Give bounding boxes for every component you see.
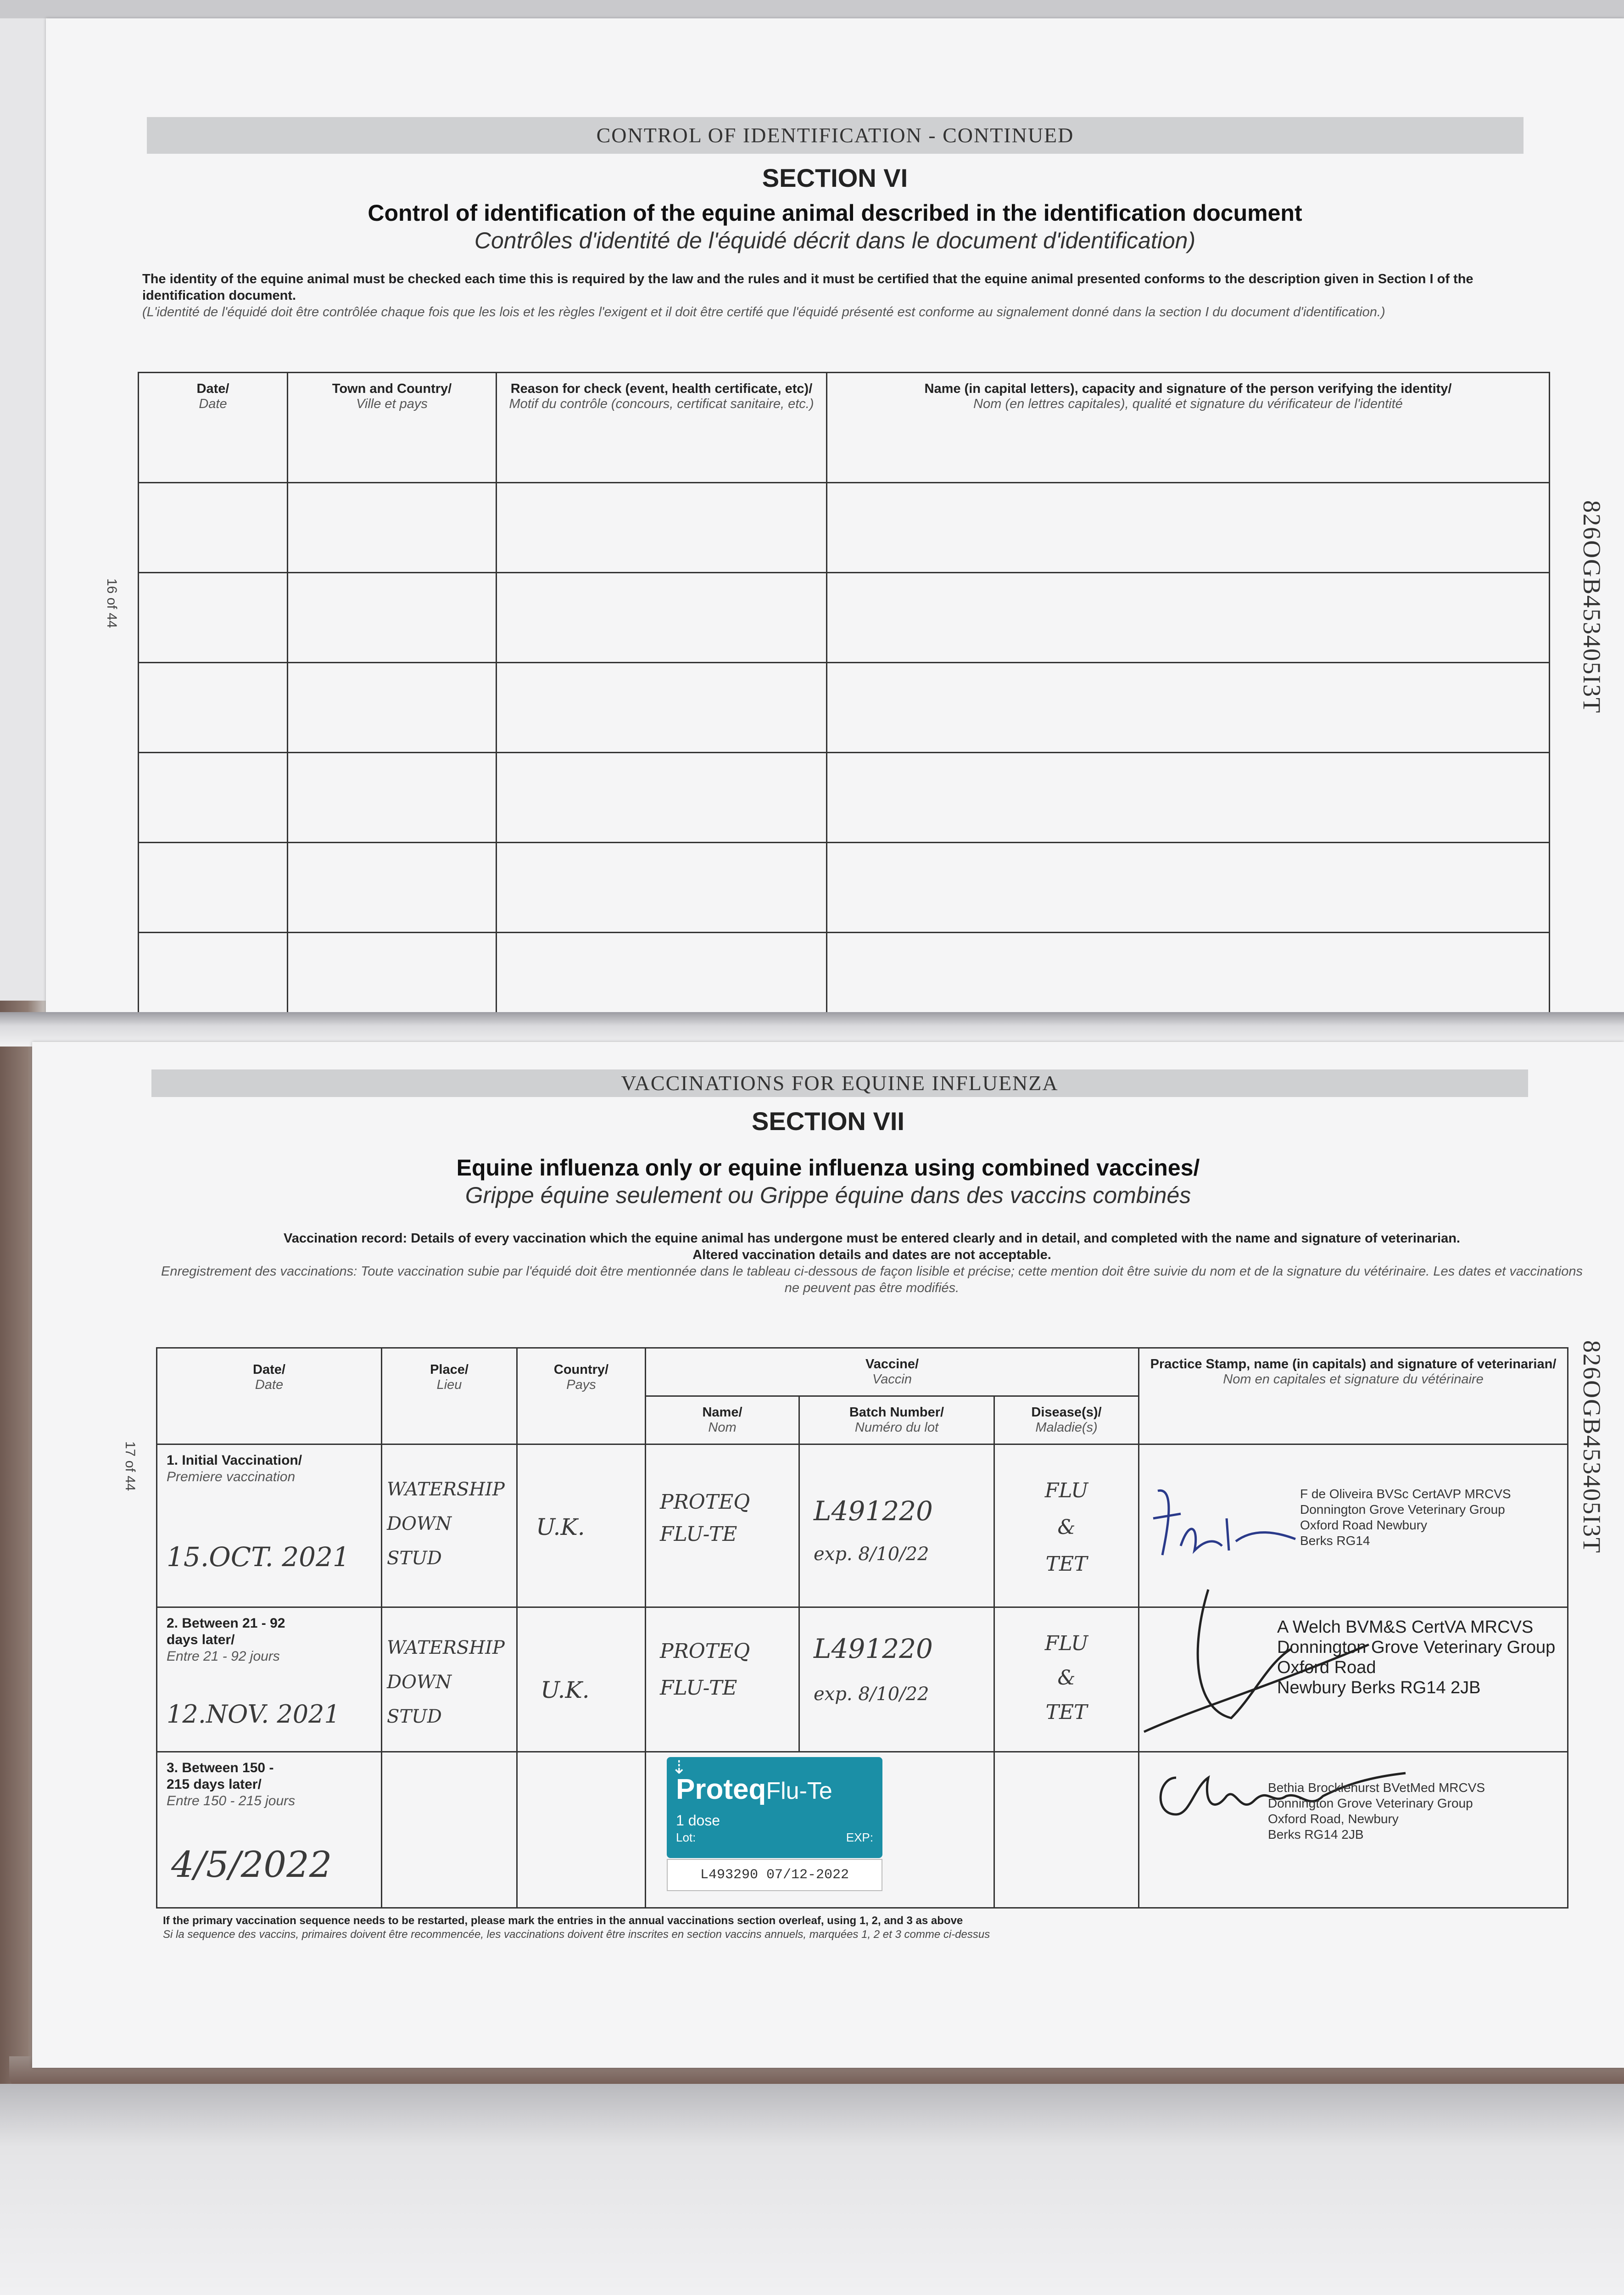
row2-place-2: DOWN [387, 1672, 452, 1693]
row3-stamp-3: Oxford Road, Newbury [1268, 1812, 1399, 1826]
vcol-country: Country/ Pays [517, 1348, 646, 1444]
row3-place-cell[interactable] [382, 1752, 517, 1908]
vaccination-header-row-1 [157, 1348, 1568, 1396]
proteq-sticker [667, 1757, 882, 1858]
row1-batch: L491220 [814, 1495, 933, 1527]
row3-label-fr: Entre 150 - 215 jours [167, 1793, 296, 1808]
vaccination-table [156, 1347, 1568, 1909]
row2-disease-1: FLU [1044, 1632, 1088, 1655]
row1-batch-cell[interactable] [799, 1444, 994, 1607]
row1-name-1: PROTEQ [660, 1490, 750, 1514]
document-id-bottom: 826OGB453405I3T [1578, 1340, 1606, 1554]
record-en-2: Altered vaccination details and dates are not acceptable. [692, 1248, 1051, 1262]
row1-batch-exp: exp. 8/10/22 [814, 1544, 929, 1565]
row2-name-1: PROTEQ [660, 1640, 750, 1663]
scan-top-edge [0, 0, 1624, 18]
row1-signature-icon [1149, 1463, 1300, 1573]
col-reason: Reason for check (event, health certificate, etc)/ Motif du contrôle (concours, certificat sanitaire, etc.) [497, 373, 827, 483]
sticker-dose: 1 dose [676, 1812, 720, 1829]
row2-disease-2: & [1057, 1666, 1076, 1690]
row2-label-fr: Entre 21 - 92 jours [167, 1649, 280, 1664]
footnote [163, 1914, 1540, 1942]
vcol-batch: Batch Number/ Numéro du lot [799, 1396, 994, 1444]
row1-disease-3: TET [1045, 1552, 1088, 1576]
row1-stamp-4: Berks RG14 [1300, 1534, 1370, 1548]
row3-label: 3. Between 150 - 215 days later/ [167, 1760, 274, 1792]
row2-place-3: STUD [387, 1706, 442, 1727]
row2-stamp-1: A Welch BVM&S CertVA MRCVS [1277, 1618, 1534, 1637]
document-id-top: 826OGB453405I3T [1578, 500, 1606, 714]
row1-stamp-2: Donnington Grove Veterinary Group [1300, 1502, 1505, 1517]
row2-place-cell[interactable] [382, 1607, 517, 1752]
row2-stamp-3: Oxford Road [1277, 1658, 1376, 1677]
page-number-17: 17 of 44 [123, 1441, 138, 1491]
row2-batch-exp: exp. 8/10/22 [814, 1684, 929, 1705]
row3-stamp-1: Bethia Brocklehurst BVetMed MRCVS [1268, 1780, 1485, 1795]
row1-vaccine-name-cell[interactable] [646, 1444, 799, 1607]
row2-stamp-4: Newbury Berks RG14 2JB [1277, 1678, 1481, 1697]
row3-country-cell[interactable] [517, 1752, 646, 1908]
row2-disease-3: TET [1045, 1701, 1088, 1724]
sticker-lot-value: L493290 07/12-2022 [667, 1859, 882, 1891]
section-vi-intro-fr: (L'identité de l'équidé doit être contrôlée chaque fois que les lois et les règles l'exigent et il doit être certifé que l'équidé présenté est conforme au signalement donné dans la section I du document d'identification.) [142, 305, 1385, 319]
row3-stamp-cell[interactable] [1139, 1752, 1568, 1908]
row3-disease-cell[interactable] [994, 1752, 1139, 1908]
vcol-date: Date/ Date [157, 1348, 382, 1444]
table-row [157, 1607, 1568, 1752]
sticker-brand: Proteq [676, 1774, 766, 1805]
section-vi-heading-fr: Contrôles d'identité de l'équidé décrit dans le document d'identification) [474, 228, 1196, 253]
row2-date: 12.NOV. 2021 [167, 1700, 340, 1729]
row3-vaccine-cell[interactable] [646, 1752, 994, 1908]
row3-stamp-2: Donnington Grove Veterinary Group [1268, 1796, 1473, 1810]
sticker-brand-suffix: Flu-Te [766, 1778, 832, 1804]
row1-stamp-3: Oxford Road Newbury [1300, 1518, 1428, 1532]
row2-batch: L491220 [814, 1633, 933, 1664]
footnote-en: If the primary vaccination sequence needs to be restarted, please mark the entries in the annual vaccinations section overleaf, using 1, 2, and 3 as above [163, 1914, 963, 1927]
vcol-stamp: Practice Stamp, name (in capitals) and signature of veterinarian/ Nom en capitales et signature du vétérinaire [1139, 1348, 1568, 1444]
footnote-fr: Si la sequence des vaccins, primaires doivent être recommencée, les vaccinations doivent être inscrites en section vaccins annuels, marquées 1, 2 et 3 comme ci-dessus [163, 1928, 990, 1941]
record-en: Vaccination record: Details of every vaccination which the equine animal has undergone must be entered clearly and in detail, and completed with the name and signature of veterinarian. [284, 1231, 1460, 1246]
page-number-16: 16 of 44 [104, 578, 119, 628]
row3-date: 4/5/2022 [171, 1844, 332, 1886]
col-date: Date/ Date [139, 373, 288, 483]
table-row [139, 753, 1550, 843]
row3-date-cell[interactable] [157, 1752, 382, 1908]
row2-stamp-cell[interactable] [1139, 1607, 1568, 1752]
table-row [157, 1752, 1568, 1908]
row1-name-2: FLU-TE [660, 1523, 737, 1546]
sticker-arrow-icon: ⇣ [671, 1758, 687, 1778]
identity-checks-table [138, 372, 1550, 1017]
section-vi-title: SECTION VI [762, 163, 908, 192]
table-row [139, 843, 1550, 933]
identity-table-header [139, 373, 1550, 483]
section-vii-band: VACCINATIONS FOR EQUINE INFLUENZA [151, 1069, 1528, 1097]
row1-label-fr: Premiere vaccination [167, 1469, 296, 1484]
section-vii-title: SECTION VII [752, 1107, 904, 1136]
row1-date: 15.OCT. 2021 [167, 1541, 350, 1573]
row2-vaccine-name-cell[interactable] [646, 1607, 799, 1752]
row3-stamp-4: Berks RG14 2JB [1268, 1827, 1364, 1842]
table-row [139, 663, 1550, 753]
row2-label: 2. Between 21 - 92 days later/ [167, 1616, 285, 1647]
section-vi-band: CONTROL OF IDENTIFICATION - CONTINUED [147, 117, 1524, 154]
row2-disease-cell[interactable] [994, 1607, 1139, 1752]
row1-place-2: DOWN [387, 1513, 452, 1534]
record-fr: Enregistrement des vaccinations: Toute vaccination subie par l'équidé doit être mentionnée dans le tableau ci-dessous de façon lisible et précise; cette mention doit être suivie du nom et de la signature du vétérinaire. Les dates et vaccinations ne peuvent pas être modifiés. [161, 1264, 1583, 1295]
section-vii-heading-fr: Grippe équine seulement ou Grippe équine dans des vaccins combinés [465, 1182, 1191, 1208]
sticker-exp-label: EXP: [846, 1830, 873, 1844]
row1-country-cell[interactable] [517, 1444, 646, 1607]
row1-country: U.K. [536, 1514, 585, 1540]
row2-date-cell[interactable] [157, 1607, 382, 1752]
row1-stamp-1: F de Oliveira BVSc CertAVP MRCVS [1300, 1487, 1511, 1501]
row2-stamp-2: Donnington Grove Veterinary Group [1277, 1638, 1556, 1657]
row2-country: U.K. [541, 1677, 590, 1703]
vcol-disease: Disease(s)/ Maladie(s) [994, 1396, 1139, 1444]
table-row [139, 483, 1550, 573]
col-verifier: Name (in capital letters), capacity and signature of the person verifying the identity/ Nom (en lettres capitales), qualité et signature du vérificateur de l'identité [827, 373, 1550, 483]
row1-disease-1: FLU [1044, 1479, 1088, 1502]
vcol-vaccine: Vaccine/ Vaccin [646, 1348, 1139, 1396]
row1-date-cell[interactable] [157, 1444, 382, 1607]
row2-batch-cell[interactable] [799, 1607, 994, 1752]
row2-name-2: FLU-TE [660, 1676, 737, 1700]
page-fold [0, 1012, 1624, 1047]
table-row [139, 933, 1550, 1017]
row1-place-cell[interactable] [382, 1444, 517, 1607]
section-vi-intro [142, 271, 1556, 320]
row2-country-cell[interactable] [517, 1607, 646, 1752]
row2-place-1: WATERSHIP [387, 1637, 505, 1658]
vcol-place: Place/ Lieu [382, 1348, 517, 1444]
page-17 [32, 1042, 1624, 2068]
section-vii-record [161, 1230, 1583, 1296]
col-town-country: Town and Country/ Ville et pays [288, 373, 497, 483]
vcol-name: Name/ Nom [646, 1396, 799, 1444]
row1-place-3: STUD [387, 1548, 442, 1569]
section-vi-intro-en: The identity of the equine animal must be checked each time this is required by the law and the rules and it must be certified that the equine animal presented conforms to the description given in Section I of the identification document. [142, 272, 1473, 303]
section-vi-heading-en: Control of identification of the equine animal described in the identification document [368, 200, 1302, 226]
row1-place-1: WATERSHIP [387, 1479, 505, 1500]
scan-bottom-area [0, 2084, 1624, 2295]
row1-disease-2: & [1057, 1516, 1076, 1539]
table-row [139, 573, 1550, 663]
row1-disease-cell[interactable] [994, 1444, 1139, 1607]
sticker-lot-label: Lot: [676, 1830, 696, 1844]
section-vii-heading-en: Equine influenza only or equine influenza using combined vaccines/ [456, 1155, 1200, 1181]
row1-label: 1. Initial Vaccination/ [167, 1453, 302, 1468]
page-16 [46, 18, 1624, 1017]
